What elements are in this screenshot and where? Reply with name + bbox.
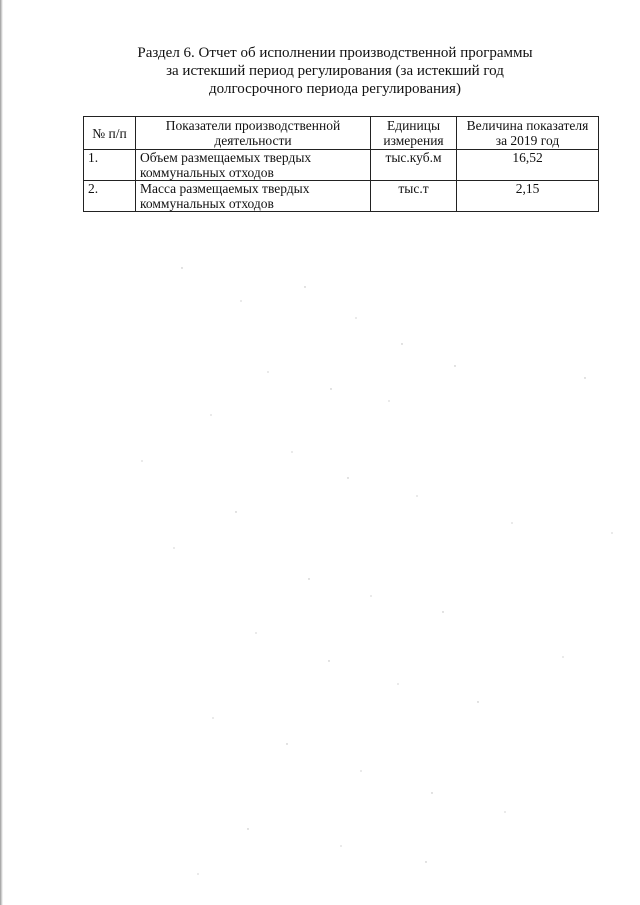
row-number: 2. (84, 181, 136, 212)
row-number: 1. (84, 150, 136, 181)
row-value: 16,52 (457, 150, 599, 181)
row-indicator: Масса размещаемых твердых коммунальных отходов (136, 181, 371, 212)
section-title-line-3: долгосрочного периода регулирования) (209, 81, 461, 97)
header-number: № п/п (84, 117, 136, 150)
row-value: 2,15 (457, 181, 599, 212)
row-unit: тыс.куб.м (371, 150, 457, 181)
header-indicator: Показатели производственной деятельности (136, 117, 371, 150)
header-unit: Единицы измерения (371, 117, 457, 150)
row-indicator: Объем размещаемых твердых коммунальных отходов (136, 150, 371, 181)
row-unit: тыс.т (371, 181, 457, 212)
header-value: Величина показателя за 2019 год (457, 117, 599, 150)
section-title-line-1: Раздел 6. Отчет об исполнении производственной программы (137, 45, 533, 61)
section-title-line-2: за истекший период регулирования (за истекший год (166, 63, 504, 79)
